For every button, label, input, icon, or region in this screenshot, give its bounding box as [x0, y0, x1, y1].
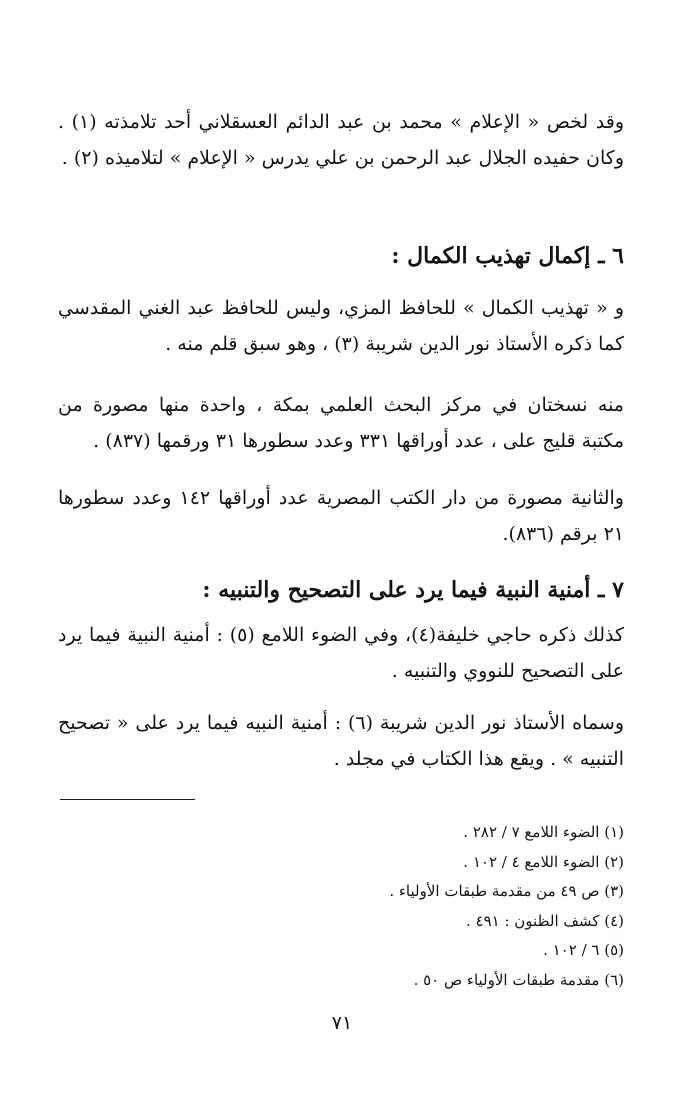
footnote-2: (٢) الضوء اللامع ٤ / ١٠٢ . — [463, 852, 624, 871]
paragraph-haji-khalifa: كذلك ذكره حاجي خليفة(٤)، وفي الضوء اللامع (٥) : أمنية النبية فيما يرد على التصحيح للنووي والتنبيه . — [58, 624, 625, 682]
paragraph-ilam-summary: وقد لخص « الإعلام » محمد بن عبد الدائم العسقلاني أحد تلامذته (١) . وكان حفيده الجلال عبد الرحمن بن علي يدرس « الإعلام » لتلاميذه (٢) . — [58, 111, 624, 169]
footnote-3: (٣) ص ٤٩ من مقدمة طبقات الأولياء . — [389, 882, 624, 900]
footnotes-list — [58, 818, 624, 995]
section-heading-6: ٦ ـ إكمال تهذيب الكمال : — [391, 243, 624, 269]
paragraph-second-copy: والثانية مصورة من دار الكتب المصرية عدد أوراقها ١٤٢ وعدد سطورها ٢١ برقم (٨٣٦). — [58, 487, 624, 545]
section-heading-7: ٧ ـ أمنية النبية فيما يرد على التصحيح والتنبيه : — [202, 577, 624, 603]
footnote-6: (٦) مقدمة طبقات الأولياء ص ٥٠ . — [413, 970, 624, 989]
page-number: ٧١ — [331, 1012, 353, 1034]
footnote-5: (٥) ٦ / ١٠٢ . — [543, 941, 624, 959]
footnote-1: (١) الضوء اللامع ٧ / ٢٨٢ . — [463, 823, 624, 841]
paragraph-tahdhib: و « تهذيب الكمال » للحافظ المزي، وليس للحافظ عبد الغني المقدسي كما ذكره الأستاذ نور الدين شريبة (٣) ، وهو سبق قلم منه . — [58, 297, 624, 355]
paragraph-manuscript-copies: منه نسختان في مركز البحث العلمي بمكة ، واحدة منها مصورة من مكتبة قليج على ، عدد أوراقها ٣٣١ وعدد سطورها ٣١ ورقمها (٨٣٧) . — [58, 394, 624, 452]
footnote-divider — [60, 799, 195, 800]
paragraph-shariba-naming: وسماه الأستاذ نور الدين شريبة (٦) : أمنية النبيه فيما يرد على « تصحيح التنبيه » . ويقع هذا الكتاب في مجلد . — [58, 712, 624, 770]
footnote-4: (٤) كشف الظنون : ٤٩١ . — [465, 911, 624, 930]
